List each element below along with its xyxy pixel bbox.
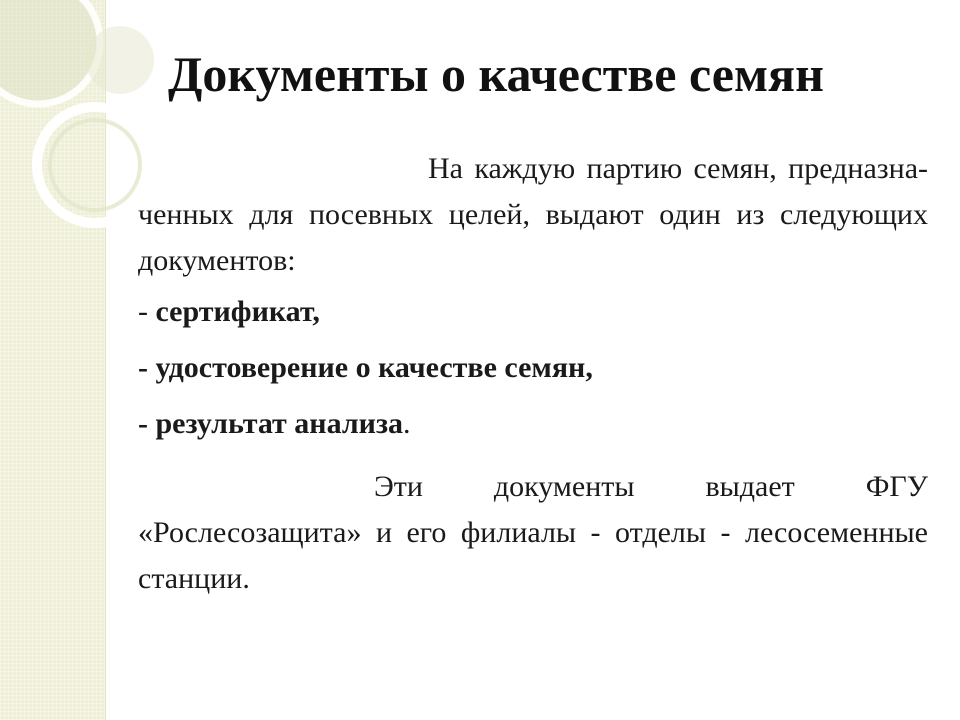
list-item-quality-certificate [138, 340, 928, 396]
intro-paragraph: На каждую партию семян, предназна-ченных для посевных целей, выдают один из следующих документов: [138, 152, 928, 277]
list-dash: - [138, 407, 156, 440]
closing-paragraph: Эти документы выдает ФГУ «Рослесозащита» и его филиалы - отделы - лесосеменные станции. [138, 470, 928, 595]
slide-body [138, 146, 928, 602]
list-dash: - [138, 351, 156, 384]
list-dash: - [138, 295, 156, 328]
list-item-analysis-result [138, 396, 928, 452]
list-item-text: результат анализа [155, 407, 404, 440]
rings-decoration-icon [0, 0, 140, 260]
list-item-certificate [138, 284, 928, 340]
list-item-text: сертификат, [155, 295, 320, 328]
slide-title: Документы о качестве семян [168, 46, 824, 102]
list-item-tail: . [403, 407, 411, 440]
list-item-text: удостоверение о качестве семян, [155, 351, 593, 384]
